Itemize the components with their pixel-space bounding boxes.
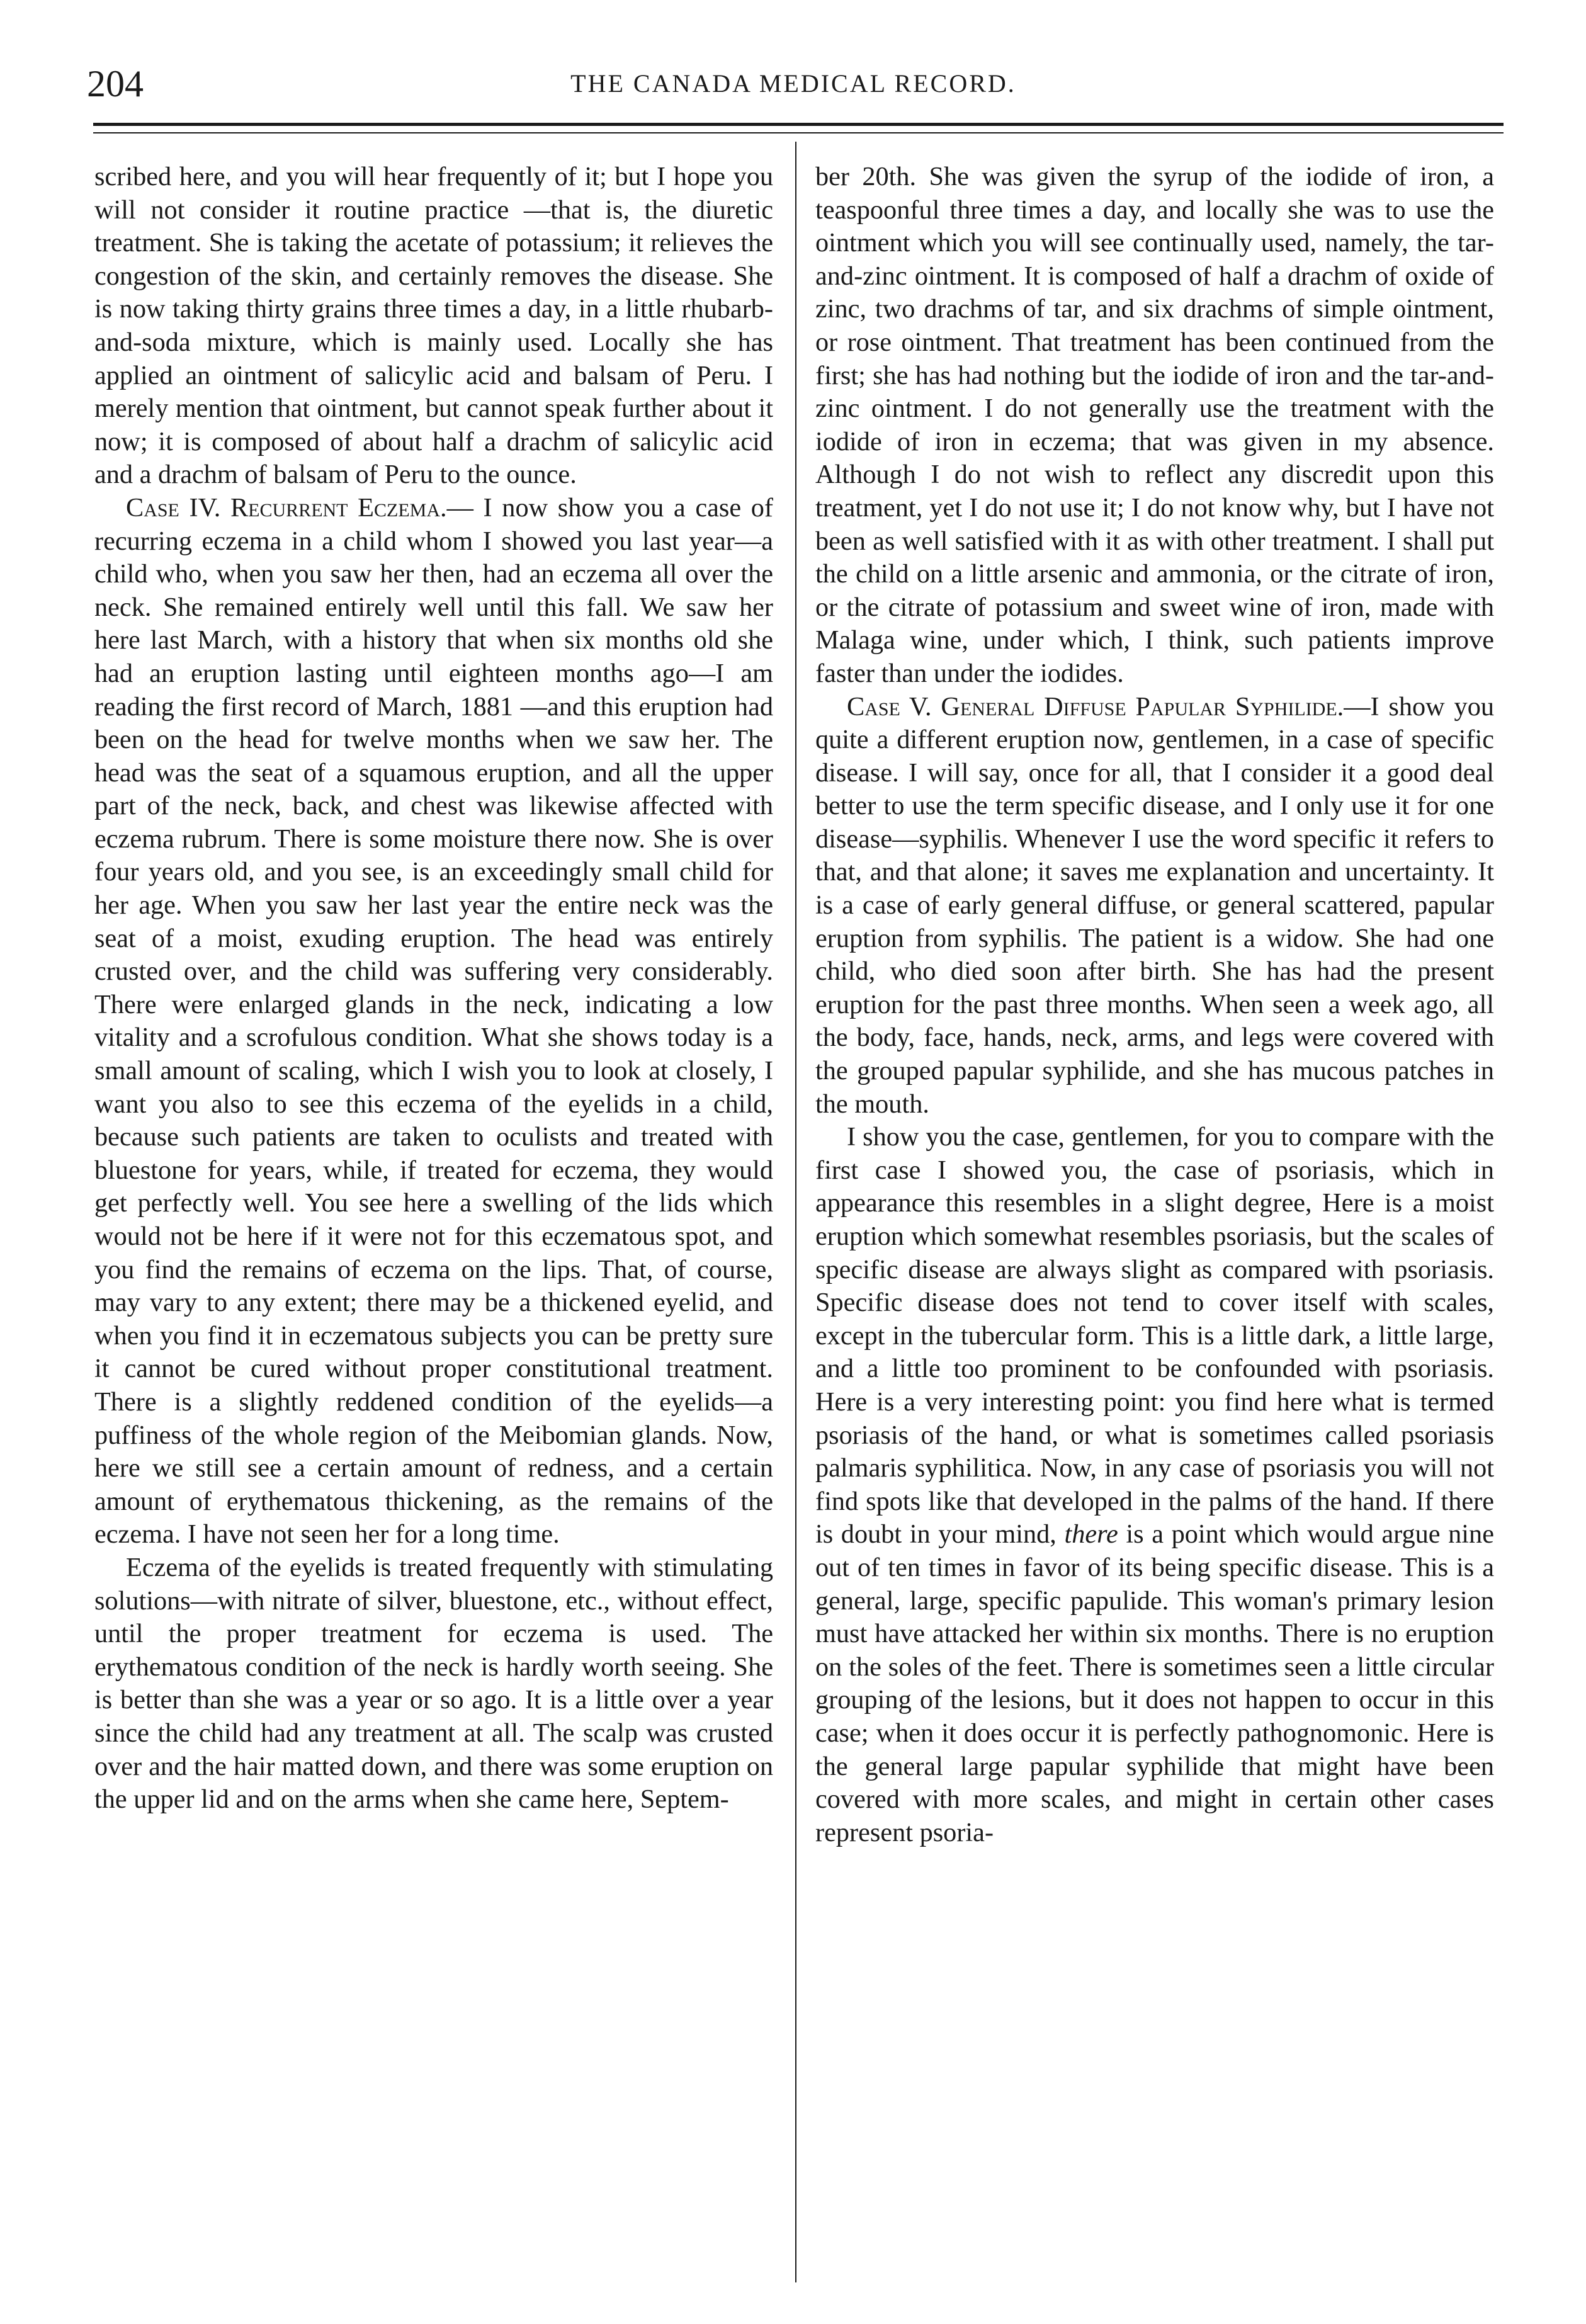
- case-4-heading: Case IV. Recurrent Eczema.: [126, 492, 447, 523]
- eyelid-eczema-paragraph: Eczema of the eyelids is treated frequently with stimulating solutions—with nitrate of silver, bluestone, etc., without effect, until the proper treatment for eczema is used. The erythematous condition of the neck is hardly worth seeing. She is better than she was a year or so ago. It is a little over a year since the child had any treatment at all. The scalp was crusted over and the hair matted down, and there was some eruption on the upper lid and on the arms when she came here, Septem-: [94, 1552, 773, 1815]
- header-rule-thin: [93, 132, 1504, 133]
- running-head: THE CANADA MEDICAL RECORD.: [570, 69, 1016, 98]
- comparison-text-before: I show you the case, gentlemen, for you to compare with the first case I showed you, the case of psoriasis, which in appearance this resembles in a slight degree, Here is a moist eruption which somewhat resembles psoriasis, but the scales of specific disease are always slight as compared with psoriasis. Specific disease does not tend to cover itself with scales, except in the tubercular form. This is a little dark, a little large, and a little too prominent to be confounded with psoriasis. Here is a very interesting point: you find here what is termed psoriasis of the hand, or what is sometimes called psoriasis palmaris syphilitica. Now, in any case of psoriasis you will not find spots like that developed in the palms of the hand. If there is doubt in your mind,: [815, 1122, 1494, 1550]
- right-column: [815, 161, 1494, 1849]
- column-divider: [795, 142, 796, 2282]
- case-5-paragraph: [815, 691, 1494, 1121]
- comparison-text-after: is a point which would argue nine out of ten times in favor of its being specific disease. This is a general, large, specific papulide. This woman's primary lesion must have attacked her within six months. There is no eruption on the soles of the feet. There is sometimes seen a little circular grouping of the lesions, but it does not happen to occur in this case; when it does occur it is perfectly pathognomonic. Here is the general large papular syphilide that might have been covered with more scales, and might in certain other cases represent psoria-: [815, 1519, 1494, 1847]
- left-column: [94, 161, 773, 1817]
- case-5-heading: Case V. General Diffuse Papular Syphilide.: [847, 691, 1344, 722]
- page-header: [82, 55, 1505, 112]
- header-rule-thick: [93, 123, 1504, 126]
- paragraph-continued: scribed here, and you will hear frequently of it; but I hope you will not consider it routine practice —that is, the diuretic treatment. She is taking the acetate of potassium; it relieves the congestion of the skin, and certainly removes the disease. She is now taking thirty grains three times a day, in a little rhubarb-and-soda mixture, which is mainly used. Locally she has applied an ointment of salicylic acid and balsam of Peru. I merely mention that ointment, but cannot speak further about it now; it is composed of about half a drachm of salicylic acid and a drachm of balsam of Peru to the ounce.: [94, 162, 773, 490]
- case-4-text: — I now show you a case of recurring eczema in a child whom I showed you last year—a child who, when you saw her then, had an eczema all over the neck. She remained entirely well until this fall. We saw her here last March, with a history that when six months old she had an eruption lasting until eighteen months ago—I am reading the first record of March, 1881 —and this eruption had been on the head for twelve months when we saw her. The head was the seat of a squamous eruption, and all the upper part of the neck, back, and chest was likewise affected with eczema rubrum. There is some moisture there now. She is over four years old, and you see, is an exceedingly small child for her age. When you saw her last year the entire neck was the seat of a moist, exuding eruption. The head was entirely crusted over, and the child was suffering very considerably. There were enlarged glands in the neck, indicating a low vitality and a scrofulous condition. What she shows today is a small amount of scaling, which I wish you to look at closely, I want you also to see this eczema of the eyelids in a child, because such patients are taken to oculists and treated with bluestone for years, while, if treated for eczema, they would get perfectly well. You see here a swelling of the lids which would not be here if it were not for this eczematous spot, and you find the remains of eczema on the lips. That, of course, may vary to any extent; there may be a thickened eyelid, and when you find it in eczematous subjects you can be pretty sure it cannot be cured without proper constitutional treatment. There is a slightly reddened condition of the eyelids—a puffiness of the whole region of the Meibomian glands. Now, here we still see a certain amount of redness, and a certain amount of erythematous thickening, as the remains of the eczema. I have not seen her for a long time.: [94, 492, 773, 1550]
- paragraph-continued-right: ber 20th. She was given the syrup of the iodide of iron, a teaspoonful three times a day, and locally she was to use the ointment which you will see continually used, namely, the tar-and-zinc ointment. It is composed of half a drachm of oxide of zinc, two drachms of tar, and six drachms of simple ointment, or rose ointment. That treatment has been continued from the first; she has had nothing but the iodide of iron and the tar-and-zinc ointment. I do not generally use the treatment with the iodide of iron in eczema; that was given in my absence. Although I do not wish to reflect any discredit upon this treatment, yet I do not use it; I do not know why, but I have not been as well satisfied with it as with other treatment. I shall put the child on a little arsenic and ammonia, or the citrate of iron, or the citrate of potassium and sweet wine of iron, made with Malaga wine, under which, I think, such patients improve faster than under the iodides.: [815, 162, 1494, 688]
- italic-word: there: [1064, 1519, 1118, 1550]
- comparison-paragraph: [815, 1121, 1494, 1849]
- case-4-paragraph: [94, 492, 773, 1551]
- case-5-text: —I show you quite a different eruption now, gentlemen, in a case of specific disease. I will say, once for all, that I consider it a good deal better to use the term specific disease, and I only use it for one disease—syphilis. Whenever I use the word specific it refers to that, and that alone; it saves me explanation and uncertainty. It is a case of early general diffuse, or general scattered, papular eruption from syphilis. The patient is a widow. She had one child, who died soon after birth. She has had the present eruption for the past three months. When seen a week ago, all the body, face, hands, neck, arms, and legs were covered with the grouped papular syphilide, and she has mucous patches in the mouth.: [815, 691, 1494, 1119]
- page-number: 204: [87, 63, 144, 105]
